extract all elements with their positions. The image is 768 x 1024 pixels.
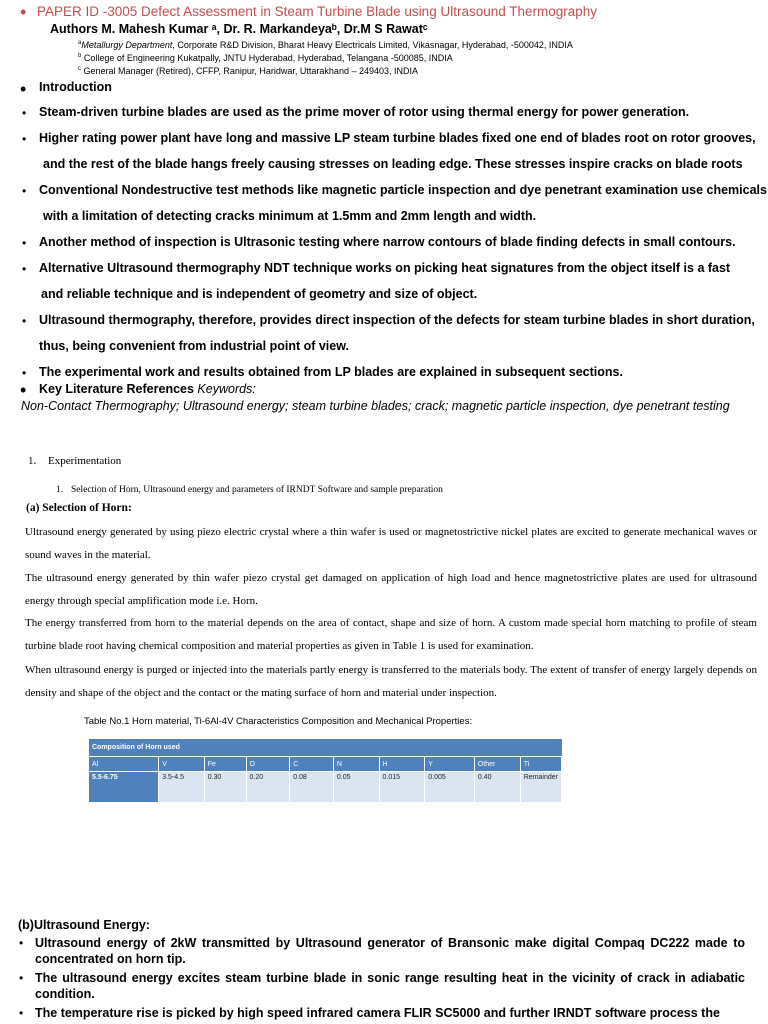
bullet-icon: • (20, 380, 27, 400)
table-title-row (89, 739, 562, 757)
intro-line: thus, being convenient from industrial point of view. (39, 339, 349, 353)
table-column-header: N (333, 757, 379, 772)
ultrasound-bullet: Ultrasound energy of 2kW transmitted by Ultrasound generator of Bransonic make digital Compaq DC222 made to concentrated on horn tip. (35, 936, 745, 966)
bullet-icon: • (20, 79, 27, 99)
horn-heading: (a) Selection of Horn: (26, 502, 132, 514)
intro-line: Steam-driven turbine blades are used as the prime mover of rotor using thermal energy for power generation. (39, 105, 690, 119)
ultrasound-bullet: The temperature rise is picked by high speed infrared camera FLIR SC5000 and further IRNDT software process the (35, 1006, 720, 1020)
table-cell: 0.40 (474, 772, 520, 789)
table-column-header: V (159, 757, 205, 772)
bullet-icon: • (19, 936, 24, 950)
table-row (89, 788, 562, 802)
table-cell: 0.005 (425, 772, 475, 789)
table-column-header: C (290, 757, 334, 772)
affiliation-b: $^b$ College of Engineering Kukatpally, JNTU Hyderabad, Hyderabad, Telangana -500085, INDIA (78, 53, 453, 63)
section-number: 1. (28, 455, 37, 467)
intro-heading: Introduction (39, 80, 112, 94)
intro-line: and the rest of the blade hangs freely causing stresses on leading edge. These stresses inspire cracks on blade roots (43, 157, 743, 171)
bullet-icon: • (22, 314, 27, 328)
ultrasound-heading: (b)Ultrasound Energy: (18, 918, 150, 932)
keywords-text: Non-Contact Thermography; Ultrasound energy; steam turbine blades; crack; magnetic particle inspection, dye penetrant testing (21, 399, 730, 413)
bullet-icon: • (22, 184, 27, 198)
table-cell: 0.20 (246, 772, 290, 789)
table-cell: 0.30 (204, 772, 246, 789)
paragraph: The ultrasound energy generated by thin wafer piezo crystal get damaged on application of high load and hence magnetostrictive plates are used for ultrasound energy through special amplification mode i.e. Horn. (25, 572, 757, 607)
intro-line: Alternative Ultrasound thermography NDT technique works on picking heat signatures from the object itself is a fast (39, 261, 731, 275)
table-cell: Remainder (520, 772, 561, 789)
composition-table (89, 739, 562, 802)
bullet-icon: • (19, 1006, 24, 1020)
table-column-header: Y (425, 757, 475, 772)
intro-line: The experimental work and results obtained from LP blades are explained in subsequent sections. (39, 365, 623, 379)
intro-line: and reliable technique and is independent of geometry and size of object. (41, 287, 478, 301)
table-cell: 0.015 (379, 772, 425, 789)
bullet-icon: • (22, 262, 27, 276)
table-column-header: Ti (520, 757, 561, 772)
bullet-icon: • (22, 106, 27, 120)
intro-line: Conventional Nondestructive test methods like magnetic particle inspection and dye penetrant examination use chemicals (39, 183, 767, 197)
table-row (89, 772, 562, 789)
paragraph: When ultrasound energy is purged or injected into the materials partly energy is transferred to the materials body. The extent of transfer of energy largely depends on density and shape of the object and the contact or the mating surface of horn and material under inspection. (25, 664, 757, 699)
intro-line: with a limitation of detecting cracks minimum at 1.5mm and 2mm length and width. (43, 209, 537, 223)
table-cell: 0.05 (333, 772, 379, 789)
table-column-header: O (246, 757, 290, 772)
table-cell: 3.5-4.5 (159, 772, 205, 789)
section-heading: Experimentation (48, 455, 122, 467)
bullet-icon: • (19, 971, 24, 985)
ultrasound-bullet: The ultrasound energy excites steam turbine blade in sonic range resulting heat in the vicinity of crack in adiabatic condition. (35, 971, 745, 1001)
affiliation-a: $^a$Metallurgy Department, Corporate R&D Division, Bharat Heavy Electricals Limited, Vikasnagar, Hyderabad, -500042, INDIA (78, 40, 573, 50)
table-header-row (89, 757, 562, 772)
bullet-icon: • (22, 132, 27, 146)
paragraph: The energy transferred from horn to the material depends on the area of contact, shape and size of horn. A custom made special horn matching to profile of steam turbine blade root having chemical composition and material properties as given in Table 1 is used for examination. (25, 617, 757, 652)
intro-line: Ultrasound thermography, therefore, provides direct inspection of the defects for steam turbine blades in short duration, (39, 313, 755, 327)
table-cell: 5.5-6.75 (89, 772, 159, 789)
table-column-header: Fe (204, 757, 246, 772)
bullet-icon: • (22, 366, 27, 380)
subsection-heading: Selection of Horn, Ultrasound energy and parameters of IRNDT Software and sample preparation (71, 485, 443, 495)
subsection-number: 1. (56, 485, 64, 495)
table-caption: Table No.1 Horn material, Ti-6Al-4V Characteristics Composition and Mechanical Properties: (84, 716, 473, 727)
table-title: Composition of Horn used (89, 739, 562, 757)
table-column-header: Al (89, 757, 159, 772)
paper-title: PAPER ID -3005 Defect Assessment in Steam Turbine Blade using Ultrasound Thermography (37, 4, 598, 19)
table-column-header: H (379, 757, 425, 772)
bullet-icon: • (20, 2, 27, 22)
intro-line: Another method of inspection is Ultrasonic testing where narrow contours of blade finding defects in small contours. (39, 235, 736, 249)
bullet-icon: • (22, 236, 27, 250)
affiliation-c: $^c$ General Manager (Retired), CFFP, Ranipur, Haridwar, Uttarakhand – 249403, INDIA (78, 66, 418, 76)
authors-line: Authors M. Mahesh Kumar ᵃ, Dr. R. Markandeyaᵇ, Dr.M S Rawatᶜ (50, 22, 428, 36)
paragraph: Ultrasound energy generated by using piezo electric crystal where a thin wafer is used or magnetostrictive nickel plates are excited to generate mechanical waves or sound waves in the material. (25, 526, 757, 561)
table-cell: 0.08 (290, 772, 334, 789)
intro-line: Higher rating power plant have long and massive LP steam turbine blades fixed one end of blades root on rotor grooves, (39, 131, 756, 145)
key-references-line: Key Literature References Keywords: (39, 382, 256, 396)
table-column-header: Other (474, 757, 520, 772)
